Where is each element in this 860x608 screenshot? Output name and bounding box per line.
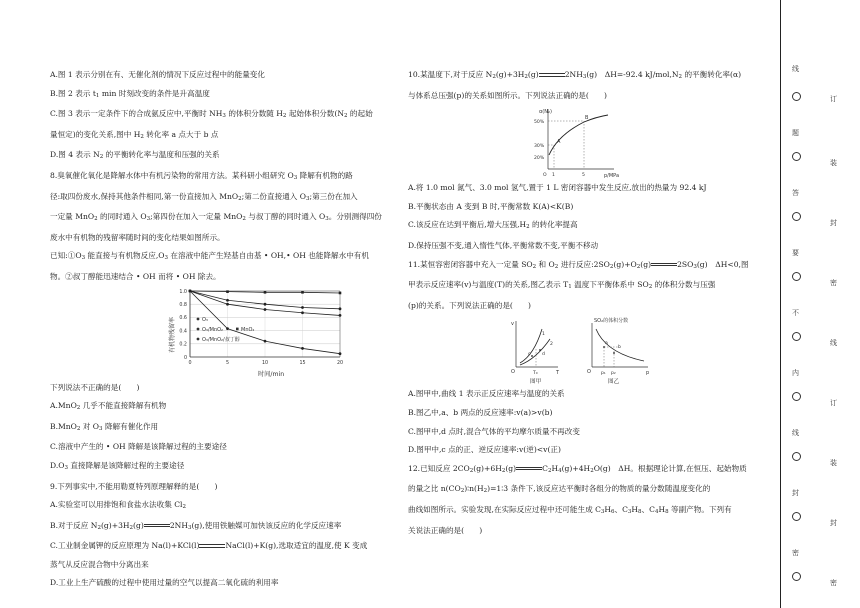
q8-chart-point	[226, 298, 229, 301]
q10-ytick-20: 20%	[534, 156, 545, 162]
q7-option-c-cont: 量恒定)的变化关系,图中 H2 转化率 a 点大于 b 点	[50, 129, 219, 140]
binding-label: 封	[830, 219, 837, 227]
binding-hole-icon	[792, 452, 801, 461]
q11-option-a: A.图甲中,曲线 1 表示正反应速率与温度的关系	[408, 389, 565, 399]
q10-point-b: B	[585, 115, 589, 122]
q10-xlabel: p/MPa	[604, 173, 620, 180]
q12-stem-line3: 曲线如图所示。实验发现,在实际反应过程中还可能生成 C3H6、C3H8、C4H8 等副产物。下列有	[408, 504, 732, 515]
q11-option-d: D.图甲中,c 点的正、逆反应速率:v(逆)<v(正)	[408, 445, 561, 455]
q11-option-c: C.图甲中,d 点时,混合气体的平均摩尔质量不再改变	[408, 426, 580, 436]
q11-figures	[408, 315, 768, 385]
q11-yi-p2: p₂	[611, 371, 616, 377]
q11-jia-curve2: 2	[550, 342, 553, 348]
legend-o3-mno2: O₃/MnO₂	[202, 326, 224, 333]
q11-option-b: B.图乙中,a、b 两点的反应速率:v(a)>v(b)	[408, 407, 553, 417]
q11-stem-line2: 甲表示反应速率(v)与温度(T)的关系,图乙表示 T1 温度下平衡体系中 SO2 的体积分数与压强	[408, 280, 716, 291]
q9-option-c-cont: 蒸气从反应混合物中分离出来	[50, 559, 149, 569]
legend-o3: O₃	[202, 316, 208, 323]
binding-hole-icon	[792, 392, 801, 401]
q8-option-d: D.O3 直接降解是该降解过程的主要途径	[50, 460, 185, 471]
q11-jia-caption: 图甲	[530, 379, 542, 386]
q10-ylabel: α(N₂)	[539, 109, 552, 116]
q10-xtick-5: 5	[582, 173, 585, 179]
binding-hole-icon	[792, 92, 801, 101]
q9-option-b: B.对于反应 N2(g)+3H2(g) 2NH3(g),使用铁触媒可加快该反应的化学反应速率	[50, 520, 342, 531]
q10-stem-line2: 与体系总压强(p)的关系如图所示。下列说法正确的是( )	[408, 90, 607, 100]
q8-option-c: C.溶液中产生的 • OH 降解是该降解过程的主要途径	[50, 442, 227, 452]
q8-chart-point	[301, 291, 304, 294]
q8-chart-xtick: 15	[299, 360, 306, 366]
binding-label: 封	[792, 489, 799, 497]
q8-known-line1: 已知:①O3 能直接与有机物反应,O3 在溶液中能产生羟基自由基 • OH,• OH 也能降解水中有机	[50, 251, 369, 262]
q8-chart-ytick: 0.6	[179, 315, 187, 321]
q8-chart-xlabel: 时间/min	[258, 370, 285, 378]
q8-stem-line1: 8.臭氧催化氧化是降解水体中有机污染物的常用方法。某科研小组研究 O3 降解有机物的路	[50, 170, 353, 181]
q8-chart-ytick: 1.0	[179, 289, 187, 295]
q8-chart-point	[226, 327, 229, 330]
q8-chart-point	[189, 289, 192, 292]
q7-option-a: A.图 1 表示分别在有、无催化剂的情况下反应过程中的能量变化	[50, 70, 265, 79]
equilibrium-arrow-icon	[144, 523, 170, 529]
q11-yi-title: SO₂的体积分数	[594, 318, 629, 325]
legend-o3-mno2-tbuoh: O₃/MnO₂/叔丁醇	[202, 336, 240, 343]
q10-point-a: A	[557, 139, 561, 146]
q8-chart-point	[226, 302, 229, 305]
q12-stem-line4: 关说法正确的是( )	[408, 525, 483, 535]
binding-label: 线	[830, 339, 837, 347]
binding-label: 密	[830, 279, 837, 287]
binding-label: 题	[792, 129, 799, 137]
q8-stem-line2: 径:取四份废水,保持其他条件相同,第一份直接加入 MnO2;第二份直接通入 O3;第三份在加入	[50, 191, 358, 202]
q11-yi-caption: 图乙	[608, 379, 620, 386]
q7-option-c: C.图 3 表示一定条件下的合成氨反应中,平衡时 NH3 的体积分数随 H2 起始体积分数(N2 的起始	[50, 109, 373, 120]
left-column	[50, 66, 398, 593]
q9-stem: 9.下列事实中,不能用勒夏特列原理解释的是( )	[50, 481, 218, 491]
q8-chart	[50, 287, 398, 379]
q8-chart-xtick: 0	[188, 360, 192, 366]
q8-chart-point	[264, 302, 267, 305]
q8-chart-point	[226, 290, 229, 293]
q11-yi-a: a	[605, 341, 608, 347]
equilibrium-arrow-icon	[199, 543, 225, 549]
q8-question: 下列说法不正确的是( )	[50, 382, 140, 392]
q8-chart-legend	[197, 317, 255, 343]
q11-yi-p: p	[646, 370, 650, 377]
q11-yi-p1: p₁	[601, 371, 606, 377]
binding-label: 线	[792, 65, 799, 73]
q8-chart-ylabel: 有机物残留率	[169, 316, 176, 353]
q8-chart-point	[301, 347, 304, 350]
equilibrium-arrow-icon	[516, 466, 542, 472]
q10-ytick-50: 50%	[534, 120, 545, 126]
q8-stem-line3: 一定量 MnO2 的同时通入 O3;第四份在加入一定量 MnO2 与叔丁醇的同时通入 O3。分别测得四份	[50, 212, 382, 223]
binding-label: 装	[830, 159, 837, 167]
q8-chart-point	[339, 291, 342, 294]
q8-chart-xtick: 5	[225, 360, 230, 366]
q8-stem-line4: 废水中有机物的残留率随时间的变化结果如图所示。	[50, 232, 225, 242]
binding-margin	[776, 0, 860, 608]
q8-chart-point	[339, 352, 342, 355]
q12-stem-line1: 12.已知反应 2CO2(g)+6H2(g) C2H4(g)+4H2O(g) ΔH。根据理论计算,在恒压、起始物质	[408, 463, 747, 474]
q11-yi-origin: O	[587, 369, 591, 376]
q8-chart-point	[339, 307, 342, 310]
q11-stem-line3: (p)的关系。下列说法正确的是( )	[408, 300, 532, 310]
q10-option-c: C.该反应在达到平衡后,增大压强,H2 的转化率提高	[408, 220, 578, 231]
q10-xtick-1: 1	[552, 173, 555, 179]
q10-stem-line1: 10.某温度下,对于反应 N2(g)+3H2(g) 2NH3(g) ΔH=-92.4 kJ/mol,N2 的平衡转化率(α)	[408, 70, 742, 80]
q10-figure	[408, 105, 768, 179]
q10-option-d: D.保持压强不变,通入惰性气体,平衡常数不变,平衡不移动	[408, 240, 599, 250]
q11-jia-origin: O	[511, 369, 515, 376]
q11-jia-curve1: 1	[542, 332, 545, 338]
q11-jia-t: T	[556, 370, 560, 377]
q8-chart-point	[264, 339, 267, 342]
binding-hole-icon	[792, 572, 801, 581]
q8-chart-point	[264, 308, 267, 311]
binding-label: 装	[830, 459, 837, 467]
q8-chart-point	[264, 291, 267, 294]
binding-line	[780, 0, 781, 608]
q9-option-a: A.实验室可以用排饱和食盐水法收集 Cl2	[50, 500, 186, 511]
binding-label: 密	[830, 579, 837, 587]
q11-yi-b: b	[618, 345, 621, 351]
q10-ytick-30: 30%	[534, 144, 545, 150]
q8-chart-ytick: 0	[183, 355, 187, 361]
q8-chart-ytick: 0.2	[179, 342, 187, 348]
q8-known-line2: 物。②叔丁醇能迅速结合 • OH 而将 • OH 除去。	[50, 271, 221, 281]
binding-label: 答	[792, 189, 799, 197]
binding-hole-icon	[792, 272, 801, 281]
q7-option-d: D.图 4 表示 N2 的平衡转化率与温度和压强的关系	[50, 150, 220, 161]
binding-label: 内	[792, 369, 799, 377]
q11-jia-v: v	[511, 321, 514, 328]
q9-option-c: C.工业制金属钾的反应原理为 Na(l)+KCl(l) NaCl(l)+K(g),选取适宜的温度,使 K 变成	[50, 541, 368, 551]
binding-hole-icon	[792, 212, 801, 221]
binding-hole-icon	[792, 332, 801, 341]
q11-jia-c: c	[528, 352, 531, 358]
q8-chart-xtick: 20	[336, 360, 344, 366]
q9-option-d: D.工业上生产硫酸的过程中使用过量的空气以提高二氧化硫的利用率	[50, 578, 279, 588]
binding-label: 不	[792, 309, 799, 317]
legend-marker-mno2	[236, 327, 239, 330]
equilibrium-arrow-icon	[539, 72, 565, 78]
right-column	[408, 66, 768, 540]
legend-marker-o3	[197, 317, 200, 320]
q8-option-b: B.MnO2 对 O3 降解有催化作用	[50, 421, 159, 432]
q11-stem-line1: 11.某恒容密闭容器中充入一定量 SO2 和 O2 进行反应:2SO2(g)+O2(g) 2SO3(g) ΔH<0,图	[408, 259, 749, 270]
q12-stem-line2: 的量之比 n(CO2)∶n(H2)=1∶3 条件下,该反应达平衡时各组分的物质的量分数随温度变化的	[408, 484, 711, 495]
q8-chart-xtick: 10	[261, 360, 269, 366]
legend-marker-tbuoh	[197, 337, 200, 340]
binding-label: 线	[792, 429, 799, 437]
q11-figure-yi	[587, 317, 649, 385]
binding-hole-icon	[792, 152, 801, 161]
q8-chart-point	[339, 314, 342, 317]
legend-mno2: MnO₂	[241, 326, 255, 333]
q11-jia-t0: T₀	[533, 371, 538, 377]
q11-figure-jia	[511, 321, 560, 385]
q8-chart-point	[301, 306, 304, 309]
binding-hole-icon	[792, 512, 801, 521]
binding-label: 密	[792, 549, 799, 557]
q10-option-b: B.平衡状态由 A 变到 B 时,平衡常数 K(A)<K(B)	[408, 201, 574, 211]
q10-option-a: A.将 1.0 mol 氮气、3.0 mol 氢气,置于 1 L 密闭容器中发生反应,放出的热量为 92.4 kJ	[408, 183, 707, 193]
binding-label: 订	[830, 399, 837, 407]
q8-option-a: A.MnO2 几乎不能直接降解有机物	[50, 401, 167, 412]
binding-label: 要	[792, 249, 799, 257]
equilibrium-arrow-icon	[651, 262, 677, 268]
binding-label: 封	[830, 519, 837, 527]
binding-label: 订	[830, 95, 837, 103]
legend-marker-o3-mno2	[197, 327, 200, 330]
q8-chart-point	[301, 311, 304, 314]
q8-chart-ytick: 0.4	[179, 328, 187, 334]
q7-option-b: B.图 2 表示 t1 min 时刻改变的条件是升高温度	[50, 88, 210, 99]
q8-chart-ytick: 0.8	[179, 302, 187, 308]
q10-xtick-o: O	[543, 173, 547, 179]
q11-jia-d: d	[542, 352, 545, 358]
